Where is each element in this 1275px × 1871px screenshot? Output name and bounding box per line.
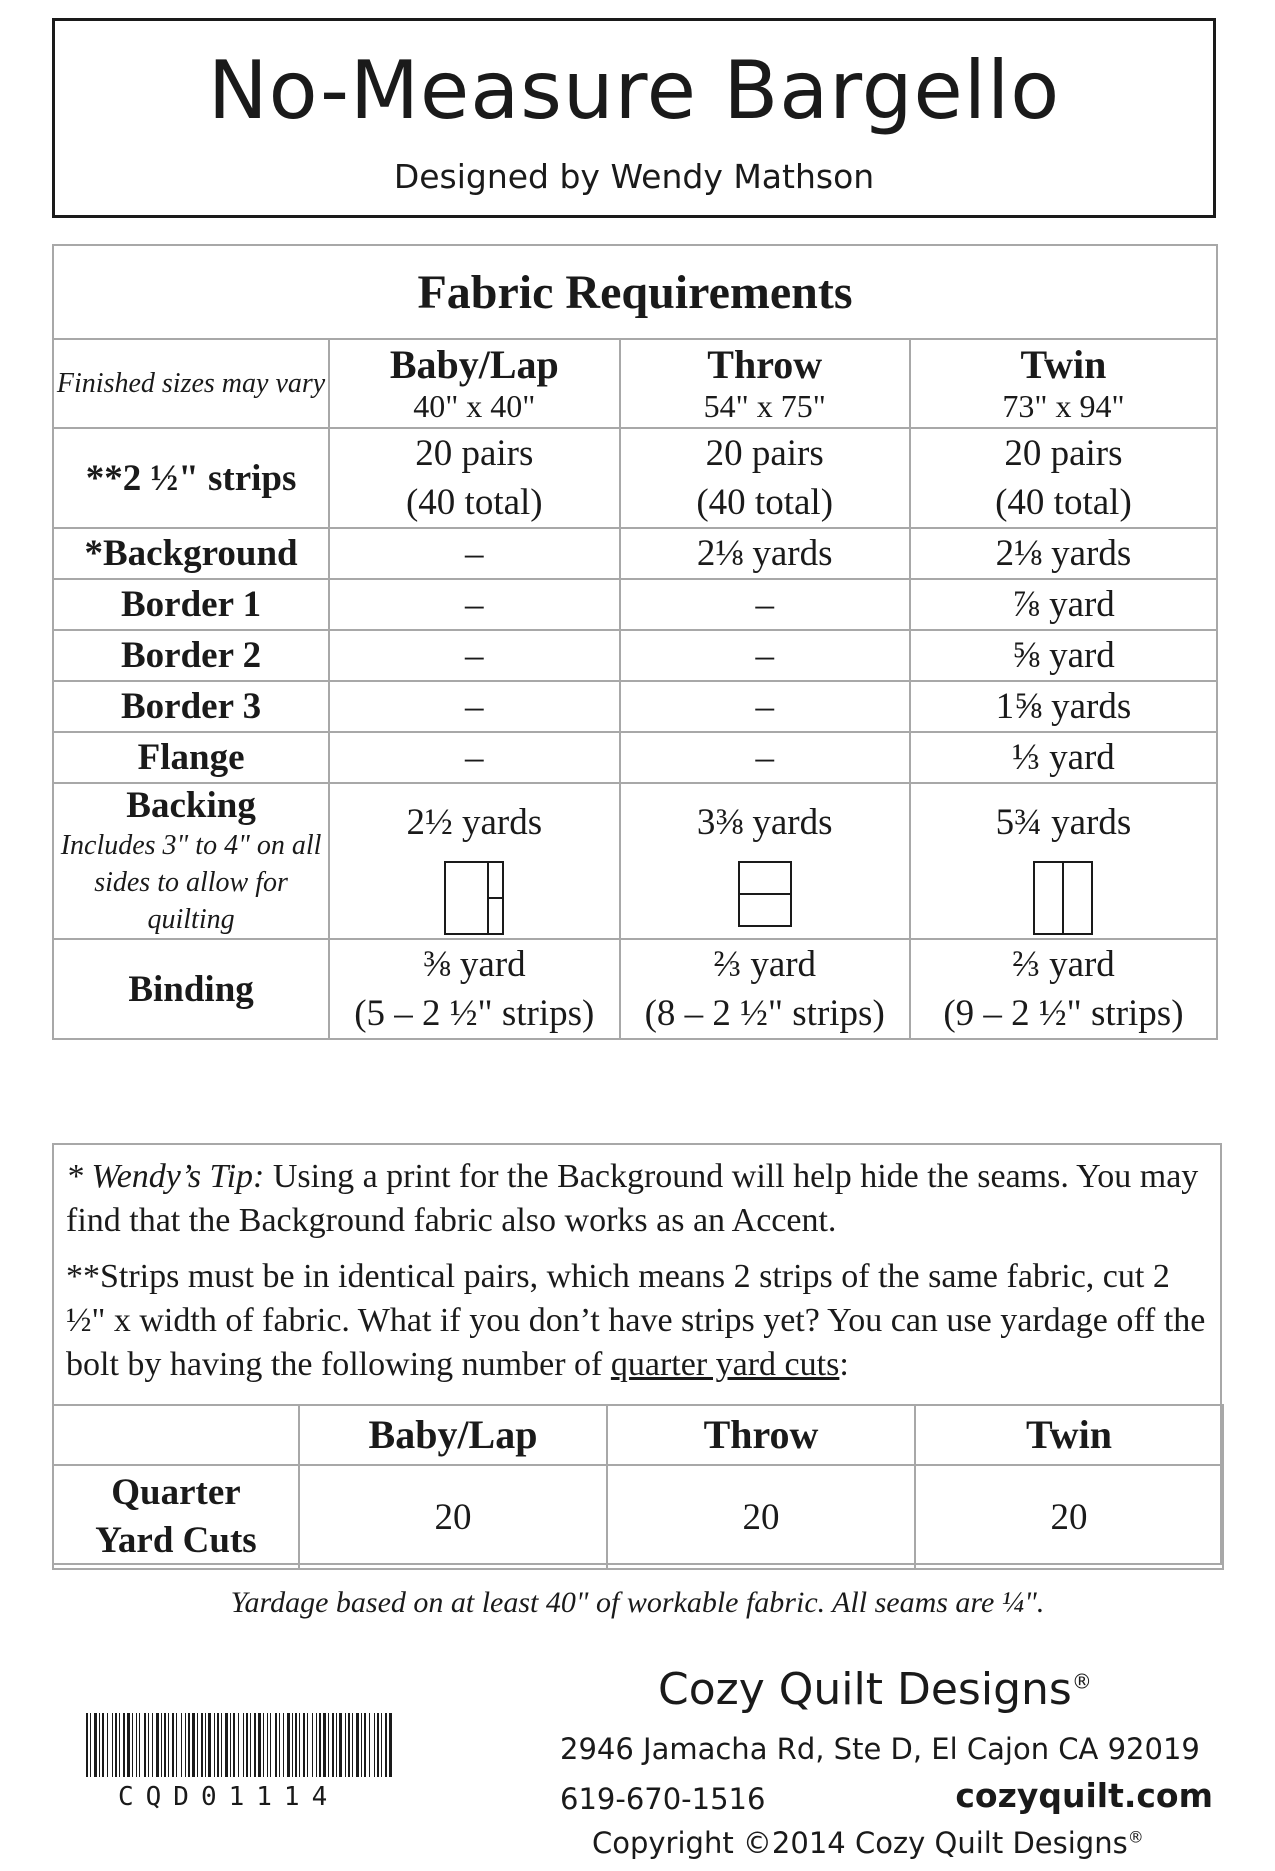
table-row [53, 428, 1217, 528]
title-box [52, 18, 1216, 218]
table-cell: – [329, 528, 619, 579]
wendys-tip: * Wendy’s Tip: Using a print for the Background will help hide the seams. You may find that the Background fabric also works as an Accent. [66, 1158, 1199, 1239]
table-cell: – [329, 732, 619, 783]
row-label: Flange [53, 732, 329, 783]
table-cell: – [620, 681, 910, 732]
table-cell: ⅞ yard [910, 579, 1217, 630]
row-label: Border 1 [53, 579, 329, 630]
fabric-requirements-table [52, 244, 1218, 1040]
website-link[interactable]: cozyquilt.com [955, 1776, 1213, 1815]
table-cell: 20 pairs (40 total) [910, 428, 1217, 528]
table-row [53, 681, 1217, 732]
backing-note: Includes 3" to 4" on all sides to allow for quilting [60, 830, 322, 935]
blank-header-cell [53, 1405, 299, 1465]
table-row [53, 939, 1217, 1039]
table-row [53, 528, 1217, 579]
strips-note: **Strips must be in identical pairs, which means 2 strips of the same fabric, cut 2 ½" x width of fabric. What if you don’t have strips yet? You can use yardage off the bolt by having the following number of quarter yard cuts: [66, 1258, 1206, 1383]
row-label: Border 3 [53, 681, 329, 732]
row-label-backing: Backing Includes 3" to 4" on all sides to allow for quilting [53, 783, 329, 939]
yardage-footnote: Yardage based on at least 40" of workable fabric. All seams are ¼". [230, 1586, 1045, 1619]
backing-diagram-icon [738, 861, 792, 927]
company-name: Cozy Quilt Designs® [658, 1664, 1092, 1715]
row-label: Quarter Yard Cuts [53, 1465, 299, 1569]
quarter-yard-table [52, 1404, 1224, 1570]
table-row [53, 732, 1217, 783]
table-cell: ⅔ yard (8 – 2 ½" strips) [620, 939, 910, 1039]
table-title: Fabric Requirements [53, 245, 1217, 339]
table-cell: – [620, 579, 910, 630]
page-title: No-Measure Bargello [207, 44, 1061, 137]
row-label: *Background [53, 528, 329, 579]
address: 2946 Jamacha Rd, Ste D, El Cajon CA 92019 [560, 1732, 1200, 1766]
row-label: Border 2 [53, 630, 329, 681]
table-row [53, 783, 1217, 939]
size-header-twin: Twin 73" x 94" [910, 339, 1217, 428]
table-cell: – [329, 579, 619, 630]
table-cell: – [329, 630, 619, 681]
table-cell: 2⅛ yards [910, 528, 1217, 579]
table-cell: ⅝ yard [910, 630, 1217, 681]
table-row [53, 630, 1217, 681]
qyc-header-twin: Twin [915, 1405, 1223, 1465]
table-cell: 20 [915, 1465, 1223, 1569]
size-note: Finished sizes may vary [53, 339, 329, 428]
qyc-header-baby-lap: Baby/Lap [299, 1405, 607, 1465]
row-label: Binding [53, 939, 329, 1039]
table-cell: 1⅝ yards [910, 681, 1217, 732]
barcode-number: CQD01114 [118, 1782, 340, 1812]
table-cell: 20 [607, 1465, 915, 1569]
size-header-throw: Throw 54" x 75" [620, 339, 910, 428]
table-cell: 20 pairs (40 total) [620, 428, 910, 528]
table-cell: 20 [299, 1465, 607, 1569]
table-cell: – [620, 630, 910, 681]
backing-diagram-icon [444, 861, 504, 935]
table-cell: – [620, 732, 910, 783]
phone-number: 619-670-1516 [560, 1782, 766, 1816]
size-header-baby-lap: Baby/Lap 40" x 40" [329, 339, 619, 428]
table-cell: 3⅜ yards [620, 783, 910, 939]
table-cell: ⅜ yard (5 – 2 ½" strips) [329, 939, 619, 1039]
table-row [53, 1465, 1223, 1569]
table-cell: ⅓ yard [910, 732, 1217, 783]
row-label: **2 ½" strips [53, 428, 329, 528]
backing-diagram-icon [1033, 861, 1093, 935]
barcode-icon [84, 1713, 396, 1777]
table-cell: 2⅛ yards [620, 528, 910, 579]
table-cell: – [329, 681, 619, 732]
table-cell: 2½ yards [329, 783, 619, 939]
table-cell: 5¾ yards [910, 783, 1217, 939]
designer-credit: Designed by Wendy Mathson [393, 157, 875, 196]
qyc-header-throw: Throw [607, 1405, 915, 1465]
table-cell: ⅔ yard (9 – 2 ½" strips) [910, 939, 1217, 1039]
table-row [53, 579, 1217, 630]
table-cell: 20 pairs (40 total) [329, 428, 619, 528]
copyright: Copyright ©2014 Cozy Quilt Designs® [592, 1826, 1144, 1860]
